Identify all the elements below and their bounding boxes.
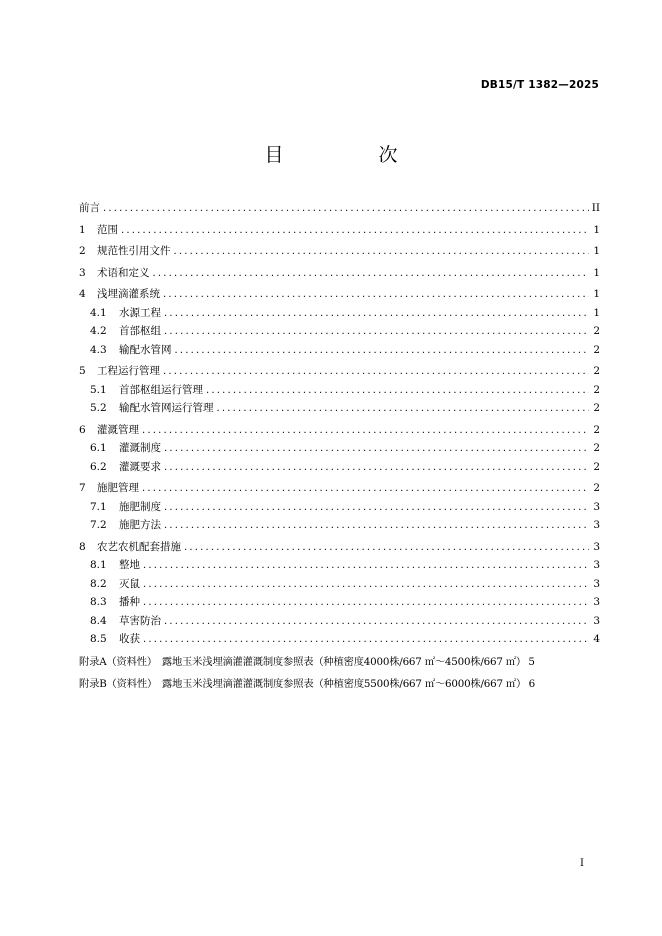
toc-entry-page: 1	[593, 266, 600, 279]
page-title: 目 次	[264, 144, 436, 166]
toc-entry-number: 8.1	[90, 559, 107, 571]
toc-entry-number: 4.3	[90, 343, 107, 356]
toc-entry-number: 8.2	[90, 577, 107, 590]
toc-entry-number: 3	[79, 266, 86, 279]
toc-leader-dots	[142, 483, 589, 494]
toc-entry-page: 4	[593, 633, 600, 645]
toc-entry-page: 3	[593, 500, 600, 513]
toc-entry[interactable]	[79, 363, 600, 382]
toc-annex-entry[interactable]	[79, 653, 600, 675]
toc-entry[interactable]	[79, 382, 600, 401]
toc-leader-dots	[164, 520, 589, 531]
toc-entry-label: 灌溉要求	[119, 460, 161, 473]
toc-entry-number: 8.5	[90, 633, 107, 645]
toc-entry-page: 2	[593, 325, 600, 337]
toc-leader-dots	[142, 425, 589, 436]
toc-entry-page: 2	[593, 343, 600, 356]
toc-entry-label: 农艺农机配套措施	[97, 540, 181, 553]
toc-leader-dots	[143, 634, 589, 645]
toc-entry-page: 2	[593, 383, 600, 396]
toc-leader-dots	[184, 542, 589, 553]
toc-entry-page: 1	[593, 288, 600, 300]
toc-entry[interactable]	[79, 243, 600, 262]
toc-entry-label: 首部枢组运行管理	[119, 383, 203, 396]
toc-entry-number: 4.1	[90, 306, 107, 319]
toc-entry-page: 2	[593, 442, 600, 454]
toc-entry[interactable]	[79, 576, 600, 595]
toc-entry-number: 8.3	[90, 596, 107, 608]
toc-entry[interactable]	[79, 400, 600, 419]
toc-annex-page: 6	[528, 677, 536, 690]
toc-leader-dots	[143, 579, 589, 590]
toc-entry-label: 灭鼠	[119, 577, 140, 590]
toc-entry-page: 3	[593, 596, 600, 608]
toc-entry-label: 收获	[119, 633, 140, 645]
toc-entry[interactable]	[79, 200, 600, 219]
toc-leader-dots	[164, 502, 589, 513]
toc-entry-page: 1	[593, 245, 600, 257]
toc-annex-label: 附录A（资料性） 露地玉米浅埋滴灌灌溉制度参照表（种植密度4000株/667 ㎡～4500株/667 ㎡）	[79, 655, 526, 668]
toc-annex-label: 附录B（资料性） 露地玉米浅埋滴灌灌溉制度参照表（种植密度5500株/667 ㎡～6000株/667 ㎡）	[79, 677, 527, 690]
document-id: DB15/T 1382—2025	[480, 79, 599, 91]
toc-leader-dots	[164, 308, 589, 319]
toc-entry-page: 1	[593, 223, 600, 236]
toc-entry-label: 施肥制度	[119, 500, 161, 513]
toc-entry-number: 6.2	[90, 460, 107, 473]
toc-entry-label: 整地	[119, 559, 140, 571]
toc-entry-label: 施肥管理	[97, 482, 139, 494]
toc-annex-entry[interactable]	[79, 675, 600, 697]
page-number: I	[580, 858, 584, 869]
toc-annex-page: 5	[528, 655, 535, 668]
toc-entry-label: 范围	[97, 223, 118, 236]
toc-leader-dots	[143, 597, 589, 608]
toc-entry[interactable]	[79, 557, 600, 576]
toc-leader-dots	[206, 385, 589, 396]
toc-entry-number: 8.4	[90, 614, 107, 627]
toc-entry[interactable]	[79, 422, 600, 441]
toc-entry-number: 7.2	[90, 519, 107, 531]
toc-entry[interactable]	[79, 323, 600, 342]
toc-entry-number: 4	[79, 288, 86, 300]
toc-entry-number: 5.2	[90, 402, 107, 414]
toc-entry-number: 4.2	[90, 325, 107, 337]
toc-entry[interactable]	[79, 342, 600, 361]
toc-leader-dots	[103, 203, 589, 214]
toc-leader-dots	[164, 443, 589, 454]
toc-entry-number: 6	[79, 423, 86, 436]
table-of-contents	[79, 200, 600, 697]
toc-leader-dots	[164, 462, 589, 473]
toc-entry-label: 输配水管网	[119, 343, 172, 356]
toc-leader-dots	[174, 246, 590, 257]
toc-leader-dots	[217, 403, 590, 414]
toc-leader-dots	[153, 268, 590, 279]
toc-entry-number: 2	[79, 245, 86, 257]
toc-entry-page: 2	[593, 402, 600, 414]
toc-entry[interactable]	[79, 631, 600, 650]
toc-entry-label: 灌溉管理	[97, 423, 139, 436]
toc-leader-dots	[121, 225, 589, 236]
toc-entry[interactable]	[79, 305, 600, 324]
toc-entry-page: 1	[593, 306, 600, 319]
toc-entry-page: 3	[593, 614, 600, 627]
toc-entry-number: 5.1	[90, 383, 107, 396]
toc-entry-label: 播种	[119, 596, 140, 608]
toc-entry[interactable]	[79, 480, 600, 499]
toc-entry[interactable]	[79, 517, 600, 536]
toc-leader-dots	[163, 289, 589, 300]
toc-entry-label: 规范性引用文件	[97, 245, 171, 257]
toc-entry[interactable]	[79, 459, 600, 478]
toc-entry[interactable]	[79, 594, 600, 613]
toc-entry-label: 草害防治	[119, 614, 161, 627]
toc-entry-page: 3	[593, 559, 600, 571]
toc-entry-label: 工程运行管理	[97, 365, 160, 377]
toc-entry-page: 2	[593, 460, 600, 473]
toc-entry[interactable]	[79, 286, 600, 305]
toc-entry-page: 3	[593, 577, 600, 590]
toc-entry[interactable]	[79, 499, 600, 518]
toc-entry-label: 浅埋滴灌系统	[97, 288, 160, 300]
toc-entry-page: II	[591, 202, 600, 214]
toc-entry-page: 2	[593, 482, 600, 494]
toc-entry[interactable]	[79, 440, 600, 459]
toc-leader-dots	[175, 345, 590, 356]
toc-entry-label: 输配水管网运行管理	[119, 402, 214, 414]
toc-entry-number: 7	[79, 482, 86, 494]
toc-entry-number: 6.1	[90, 442, 107, 454]
toc-leader-dots	[164, 326, 589, 337]
toc-entry[interactable]	[79, 222, 600, 241]
toc-entry[interactable]	[79, 539, 600, 558]
toc-entry-label: 前言	[79, 202, 100, 214]
toc-entry-number: 7.1	[90, 500, 107, 513]
toc-entry-page: 2	[593, 365, 600, 377]
toc-entry-label: 术语和定义	[97, 266, 150, 279]
toc-leader-dots	[163, 366, 589, 377]
toc-entry-number: 5	[79, 365, 86, 377]
toc-entry-number: 8	[79, 540, 86, 553]
toc-entry-label: 灌溉制度	[119, 442, 161, 454]
toc-leader-dots	[143, 560, 589, 571]
toc-entry-page: 3	[593, 540, 600, 553]
toc-entry-label: 首部枢组	[119, 325, 161, 337]
toc-entry-page: 2	[593, 423, 600, 436]
toc-entry-label: 施肥方法	[119, 519, 161, 531]
toc-entry-label: 水源工程	[119, 306, 161, 319]
toc-entry-page: 3	[593, 519, 600, 531]
toc-entry-number: 1	[79, 223, 86, 236]
toc-entry[interactable]	[79, 265, 600, 284]
toc-entry[interactable]	[79, 613, 600, 632]
toc-leader-dots	[164, 616, 589, 627]
